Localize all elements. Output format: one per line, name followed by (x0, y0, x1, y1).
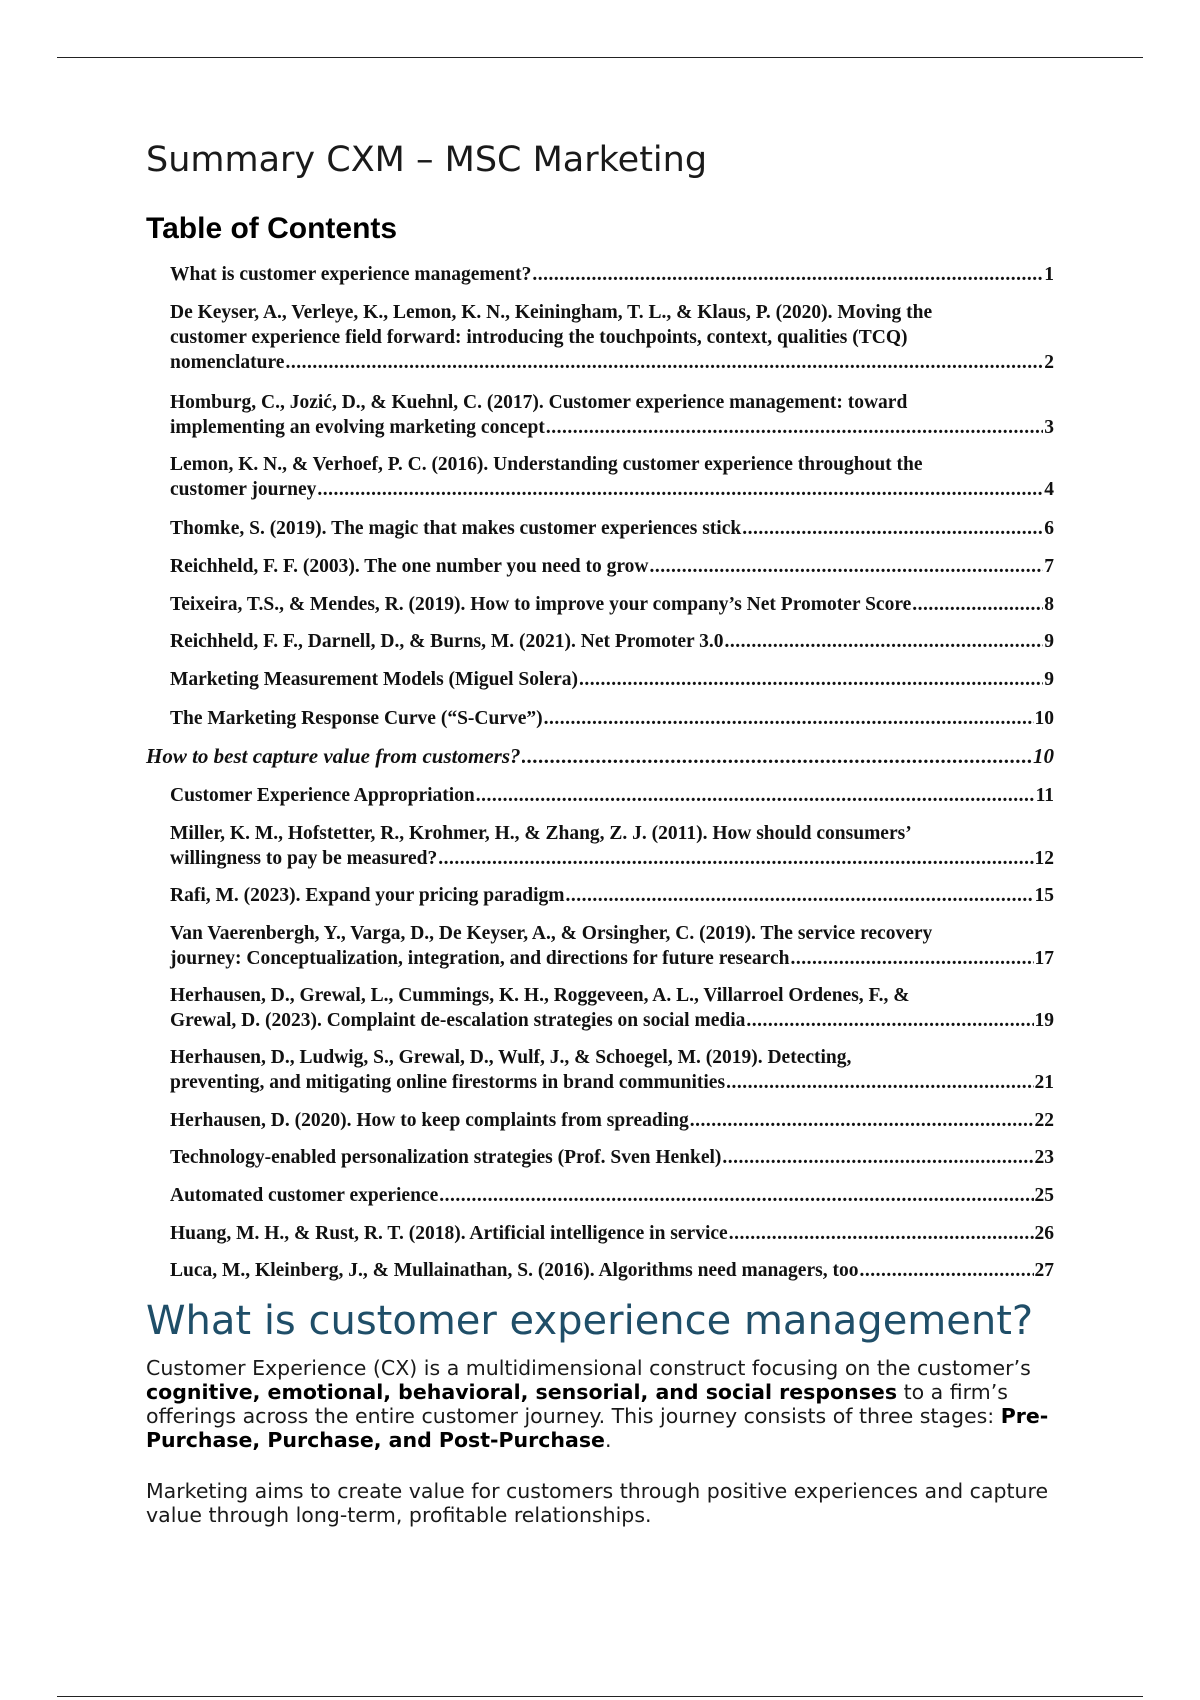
document-title: Summary CXM – MSC Marketing (146, 140, 708, 180)
toc-page-number: 26 (1034, 1223, 1054, 1244)
toc-dot-leader (746, 1008, 1033, 1033)
toc-dot-leader (439, 1183, 1033, 1208)
toc-entry-line (170, 783, 1054, 808)
toc-page-number: 9 (1044, 631, 1054, 652)
toc-entry-line (170, 1070, 1054, 1095)
toc-dot-leader (690, 1108, 1034, 1133)
toc-entry-line (170, 262, 1054, 287)
toc-entry-text: Grewal, D. (2023). Complaint de-escalation strategies on social media (170, 1010, 746, 1031)
toc-entry-line (170, 415, 1054, 440)
toc-page-number: 21 (1034, 1072, 1054, 1093)
toc-entry-line (170, 554, 1054, 579)
toc-entry-text: Van Vaerenbergh, Y., Varga, D., De Keyser, A., & Orsingher, C. (2019). The service recovery (170, 923, 933, 944)
toc-entry[interactable] (170, 883, 1054, 908)
toc-entry-text: Rafi, M. (2023). Expand your pricing paradigm (170, 885, 565, 906)
paragraph-text: Customer Experience (CX) is a multidimensional construct focusing on the customer’s (146, 1356, 1031, 1380)
toc-entry-text: Customer Experience Appropriation (170, 785, 475, 806)
toc-dot-leader (438, 846, 1033, 871)
toc-entry-line (170, 706, 1054, 731)
toc-entry-text: What is customer experience management? (170, 264, 532, 285)
toc-entry-line (170, 983, 1054, 1008)
toc-page-number: 2 (1044, 352, 1054, 373)
toc-page-number: 3 (1044, 417, 1054, 438)
toc-entry-line (170, 1045, 1054, 1070)
toc-entry[interactable] (170, 390, 1054, 440)
toc-entry-text: preventing, and mitigating online firestorms in brand communities (170, 1072, 726, 1093)
toc-dot-leader (544, 706, 1034, 731)
toc-dot-leader (532, 262, 1043, 287)
toc-entry-text: Herhausen, D. (2020). How to keep complaints from spreading (170, 1110, 689, 1131)
toc-dot-leader (476, 783, 1035, 808)
toc-entry-text: nomenclature (170, 352, 285, 373)
toc-dot-leader (722, 1145, 1033, 1170)
toc-entry[interactable] (170, 983, 1054, 1033)
toc-entry[interactable] (170, 629, 1054, 654)
toc-entry-text: willingness to pay be measured? (170, 848, 438, 869)
toc-dot-leader (317, 477, 1043, 502)
toc-entry-text: Thomke, S. (2019). The magic that makes customer experiences stick (170, 518, 742, 539)
toc-page-number: 19 (1034, 1010, 1054, 1031)
toc-entry-text: De Keyser, A., Verleye, K., Lemon, K. N., Keiningham, T. L., & Klaus, P. (2020). Moving the (170, 302, 933, 323)
toc-heading: Table of Contents (146, 212, 398, 245)
toc-entry[interactable] (170, 1108, 1054, 1133)
toc-entry[interactable] (170, 1258, 1054, 1283)
toc-entry-text: Reichheld, F. F., Darnell, D., & Burns, M. (2021). Net Promoter 3.0 (170, 631, 724, 652)
toc-entry-text: Lemon, K. N., & Verhoef, P. C. (2016). Understanding customer experience throughout the (170, 454, 923, 475)
toc-entry-line (170, 667, 1054, 692)
toc-entry-text: Herhausen, D., Grewal, L., Cummings, K. H., Roggeveen, A. L., Villarroel Ordenes, F., & (170, 985, 910, 1006)
toc-page-number: 17 (1034, 948, 1054, 969)
toc-dot-leader (726, 1070, 1033, 1095)
toc-dot-leader (912, 592, 1043, 617)
toc-entry-line (170, 390, 1054, 415)
toc-entry-text: Luca, M., Kleinberg, J., & Mullainathan, S. (2016). Algorithms need managers, too (170, 1260, 859, 1281)
toc-dot-leader (790, 946, 1033, 971)
toc-dot-leader (579, 667, 1043, 692)
toc-dot-leader (522, 744, 1033, 769)
toc-entry-text: Automated customer experience (170, 1185, 439, 1206)
toc-entry-text: Miller, K. M., Hofstetter, R., Krohmer, H., & Zhang, Z. J. (2011). How should consumers’ (170, 823, 912, 844)
toc-entry-text: Huang, M. H., & Rust, R. T. (2018). Artificial intelligence in service (170, 1223, 728, 1244)
toc-entry[interactable] (170, 592, 1054, 617)
toc-entry[interactable] (170, 1045, 1054, 1095)
toc-entry-text: journey: Conceptualization, integration, and directions for future research (170, 948, 790, 969)
toc-dot-leader (742, 516, 1043, 541)
toc-entry-text: The Marketing Response Curve (“S-Curve”) (170, 708, 543, 729)
toc-page-number: 27 (1034, 1260, 1054, 1281)
paragraph-emphasis: cognitive, emotional, behavioral, sensorial, and social responses (146, 1380, 898, 1404)
toc-entry-text: Herhausen, D., Ludwig, S., Grewal, D., Wulf, J., & Schoegel, M. (2019). Detecting, (170, 1047, 852, 1068)
toc-page-number: 7 (1044, 556, 1054, 577)
toc-entry-text: Technology-enabled personalization strategies (Prof. Sven Henkel) (170, 1147, 722, 1168)
toc-entry[interactable] (170, 1183, 1054, 1208)
toc-entry-text: customer experience field forward: introducing the touchpoints, context, qualities (TCQ) (170, 327, 908, 348)
toc-dot-leader (859, 1258, 1033, 1283)
toc-entry-line (170, 1221, 1054, 1246)
toc-page-number: 22 (1034, 1110, 1054, 1131)
toc-page-number: 12 (1034, 848, 1054, 869)
toc-entry-text: Reichheld, F. F. (2003). The one number you need to grow (170, 556, 649, 577)
toc-entry-line (170, 592, 1054, 617)
toc-page-number: 4 (1044, 479, 1054, 500)
toc-entry-line (170, 1108, 1054, 1133)
toc-page-number: 1 (1044, 264, 1054, 285)
toc-entry-line (170, 350, 1054, 375)
toc-entry[interactable] (170, 262, 1054, 287)
toc-entry[interactable] (170, 516, 1054, 541)
toc-entry-line (170, 516, 1054, 541)
toc-page-number: 9 (1044, 669, 1054, 690)
paragraph-text: . (604, 1428, 612, 1452)
toc-entry[interactable] (170, 821, 1054, 871)
toc-entry[interactable] (170, 1145, 1054, 1170)
toc-entry-text: How to best capture value from customers? (146, 744, 521, 768)
toc-entry[interactable] (170, 667, 1054, 692)
toc-entry-line (170, 1008, 1054, 1033)
toc-page-number: 25 (1034, 1185, 1054, 1206)
toc-dot-leader (285, 350, 1043, 375)
toc-entry-line (170, 846, 1054, 871)
toc-entry[interactable] (146, 744, 1054, 769)
toc-page-number: 11 (1035, 785, 1054, 806)
footer-rule (57, 1696, 1143, 1697)
cx-definition-paragraph (146, 1356, 1066, 1452)
paragraph-emphasis: Pre-Purchase, Purchase, and Post-Purchase (146, 1404, 1049, 1452)
toc-dot-leader (650, 554, 1044, 579)
section-heading: What is customer experience management? (146, 1298, 1034, 1344)
toc-entry[interactable] (170, 1221, 1054, 1246)
toc-dot-leader (546, 415, 1043, 440)
toc-page-number: 15 (1034, 885, 1054, 906)
toc-entry-line (170, 1183, 1054, 1208)
toc-entry[interactable] (170, 452, 1054, 502)
toc-dot-leader (725, 629, 1044, 654)
toc-entry[interactable] (170, 554, 1054, 579)
toc-entry-line (170, 629, 1054, 654)
toc-dot-leader (566, 883, 1034, 908)
marketing-value-paragraph: Marketing aims to create value for customers through positive experiences and capture value through long-term, profitable relationships. (146, 1479, 1049, 1527)
toc-entry[interactable] (170, 783, 1054, 808)
toc-entry-line (170, 325, 1054, 350)
toc-entry[interactable] (170, 921, 1054, 971)
toc-entry-text: Marketing Measurement Models (Miguel Solera) (170, 669, 578, 690)
toc-dot-leader (729, 1221, 1034, 1246)
toc-entry[interactable] (170, 300, 1054, 375)
toc-entry-line (170, 883, 1054, 908)
toc-entry-line (170, 921, 1054, 946)
toc-page-number: 10 (1033, 744, 1054, 768)
toc-entry-line (170, 452, 1054, 477)
toc-entry-line (170, 1258, 1054, 1283)
toc-entry-text: Teixeira, T.S., & Mendes, R. (2019). How to improve your company’s Net Promoter Score (170, 594, 912, 615)
toc-entry-text: Homburg, C., Jozić, D., & Kuehnl, C. (2017). Customer experience management: toward (170, 392, 908, 413)
toc-page-number: 8 (1044, 594, 1054, 615)
toc-page-number: 10 (1034, 708, 1054, 729)
toc-entry-line (170, 1145, 1054, 1170)
toc-entry-text: implementing an evolving marketing concept (170, 417, 545, 438)
toc-page-number: 23 (1034, 1147, 1054, 1168)
toc-entry-text: customer journey (170, 479, 317, 500)
toc-entry-line (170, 477, 1054, 502)
paragraph-text: to a firm’s offerings across the entire customer journey. This journey consists of three stages: (146, 1380, 1008, 1428)
toc-page-number: 6 (1044, 518, 1054, 539)
toc-entry-line (146, 744, 1054, 769)
toc-entry-line (170, 821, 1054, 846)
toc-entry-line (170, 300, 1054, 325)
toc-entry[interactable] (170, 706, 1054, 731)
toc-entry-line (170, 946, 1054, 971)
